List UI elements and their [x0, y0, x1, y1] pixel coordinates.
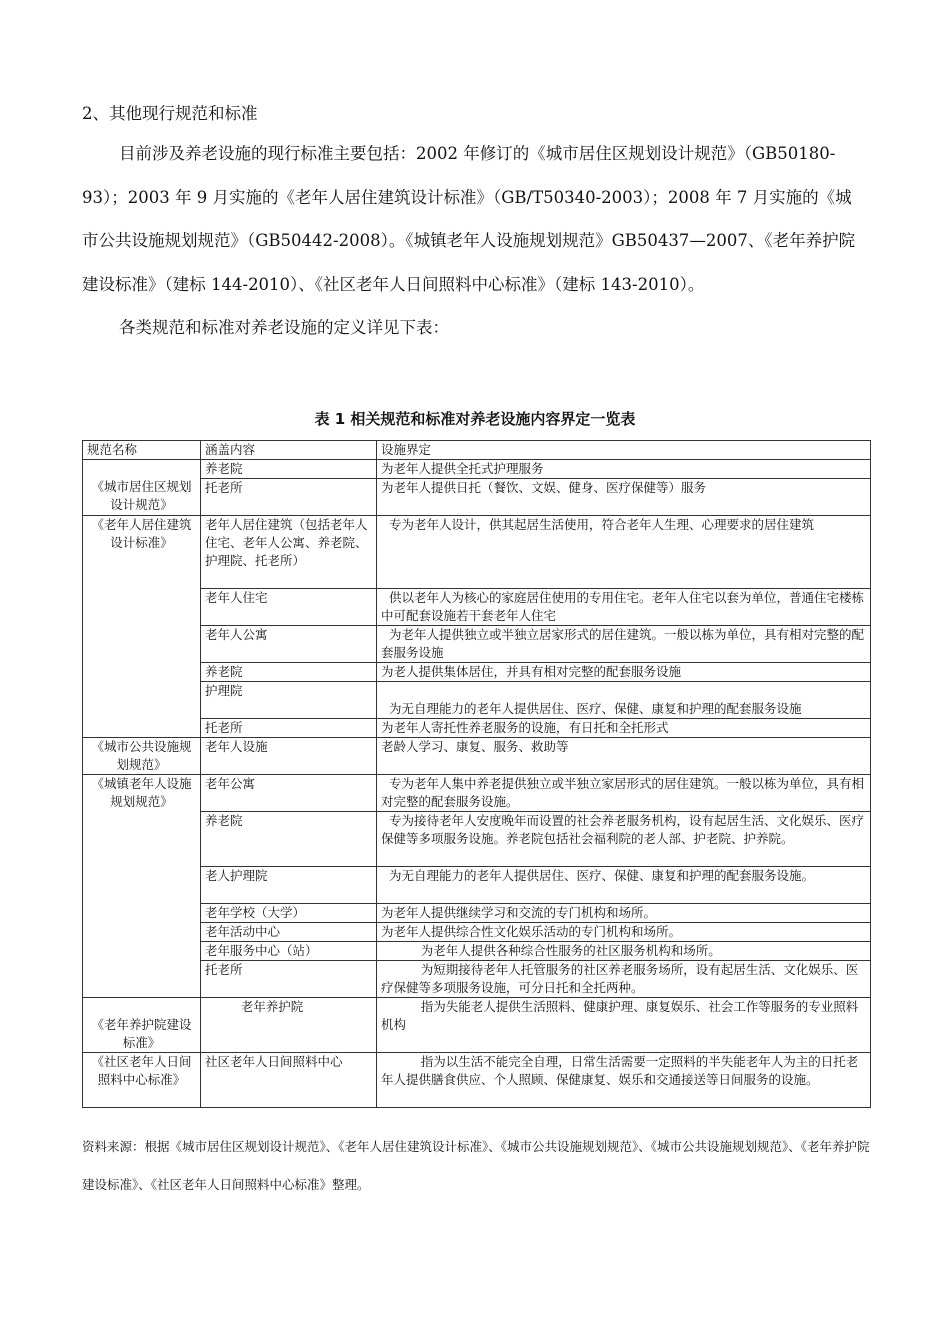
table-row — [83, 812, 871, 867]
definition-cell — [377, 867, 871, 904]
content-cell: 社区老年人日间照料中心 — [201, 1053, 377, 1108]
content-cell: 养老院 — [201, 663, 377, 682]
definition-cell: 老龄人学习、康复、服务、救助等 — [377, 738, 871, 775]
source-note: 资料来源：根据《城市居住区规划设计规范》、《老年人居住建筑设计标准》、《城市公共设施规划规范》、《城市公共设施规划规范》、《老年养护院建设标准》、《社区老年人日间照料中心标准》整理。 — [82, 1139, 870, 1192]
header-definition: 设施界定 — [377, 441, 871, 460]
standard-name-cell: 《老年人居住建筑设计标准》 — [83, 516, 201, 738]
content-cell: 老年人住宅 — [201, 589, 377, 626]
definition-cell — [377, 589, 871, 626]
header-standard-name: 规范名称 — [83, 441, 201, 460]
table-row — [83, 479, 871, 516]
definition-text: 专为接待老年人安度晚年而设置的社会养老服务机构，设有起居生活、文化娱乐、医疗保健等多项服务设施。养老院包括社会福利院的老人部、护老院、护养院。 — [381, 813, 864, 846]
definition-cell: 为老人提供集体居住，并具有相对完整的配套服务设施 — [377, 663, 871, 682]
definition-cell — [377, 961, 871, 998]
section-heading: 2、其他现行规范和标准 — [82, 104, 258, 123]
definition-cell — [377, 998, 871, 1053]
table-row — [83, 460, 871, 479]
table-row — [83, 516, 871, 589]
content-cell: 老年公寓 — [201, 775, 377, 812]
definition-cell — [377, 516, 871, 589]
content-cell: 老年人公寓 — [201, 626, 377, 663]
table-row — [83, 738, 871, 775]
definition-text: 供以老年人为核心的家庭居住使用的专用住宅。老年人住宅以套为单位，普通住宅楼栋中可配套设施若干套老年人住宅 — [381, 590, 864, 623]
definition-cell — [377, 942, 871, 961]
table-title: 表 1 相关规范和标准对养老设施内容界定一览表 — [314, 410, 636, 428]
definition-cell: 为老年人提供综合性文化娱乐活动的专门机构和场所。 — [377, 923, 871, 942]
table-row — [83, 904, 871, 923]
standard-name-cell: 《城市公共设施规划规范》 — [83, 738, 201, 775]
definition-text: 指为失能老人提供生活照料、健康护理、康复娱乐、社会工作等服务的专业照料机构 — [381, 999, 859, 1032]
content-cell: 养老院 — [201, 812, 377, 867]
content-cell — [201, 998, 377, 1053]
definition-text: 为无自理能力的老年人提供居住、医疗、保健、康复和护理的配套服务设施。 — [388, 868, 814, 883]
content-text: 老年养护院 — [240, 999, 304, 1014]
definition-cell: 为老年人提供全托式护理服务 — [377, 460, 871, 479]
table-row — [83, 589, 871, 626]
table-row — [83, 719, 871, 738]
table-row — [83, 775, 871, 812]
content-cell: 托老所 — [201, 719, 377, 738]
definition-cell: 为老年人寄托性养老服务的设施，有日托和全托形式 — [377, 719, 871, 738]
content-cell: 托老所 — [201, 479, 377, 516]
source-note-block — [82, 1128, 872, 1204]
standard-name-cell — [83, 460, 201, 516]
table-intro-paragraph: 各类规范和标准对养老设施的定义详见下表： — [119, 318, 449, 337]
content-cell: 老人护理院 — [201, 867, 377, 904]
content-cell: 老年人设施 — [201, 738, 377, 775]
standard-name: 《城市居住区规划设计规范》 — [91, 479, 192, 512]
content-cell: 老年活动中心 — [201, 923, 377, 942]
content-cell: 养老院 — [201, 460, 377, 479]
definition-text: 专为老年人集中养老提供独立或半独立家居形式的居住建筑。一般以栋为单位，具有相对完整的配套服务设施。 — [381, 776, 864, 809]
definition-cell: 为老年人提供日托（餐饮、文娱、健身、医疗保健等）服务 — [377, 479, 871, 516]
intro-paragraph-block — [82, 132, 862, 350]
definition-text: 专为老年人设计，供其起居生活使用，符合老年人生理、心理要求的居住建筑 — [388, 517, 814, 532]
table-row — [83, 923, 871, 942]
definition-cell — [377, 626, 871, 663]
table-row — [83, 942, 871, 961]
content-cell: 老年服务中心（站） — [201, 942, 377, 961]
table-row — [83, 1053, 871, 1108]
definition-text: 为短期接待老年人托管服务的社区养老服务场所，设有起居生活、文化娱乐、医疗保健等多项服务设施，可分日托和全托两种。 — [381, 962, 859, 995]
standard-name-cell — [83, 998, 201, 1053]
table-row — [83, 998, 871, 1053]
definition-text: 为老年人提供各种综合性服务的社区服务机构和场所。 — [420, 943, 721, 958]
definition-cell — [377, 775, 871, 812]
standards-paragraph: 目前涉及养老设施的现行标准主要包括：2002 年修订的《城市居住区规划设计规范》（GB50180-93）；2003 年 9 月实施的《老年人居住建筑设计标准》（GB/T50340-2003）；2008 年 7 月实施的《城市公共设施规划规范》（GB50442-2008）。《城镇老年人设施规划规范》GB50437—2007、《老年养护院建设标准》（建标 144-2010）、《社区老年人日间照料中心标准》（建标 143-2010）。 — [82, 144, 856, 294]
content-cell: 老年人居住建筑（包括老年人住宅、老年人公寓、养老院、护理院、托老所） — [201, 516, 377, 589]
table-row — [83, 961, 871, 998]
header-content: 涵盖内容 — [201, 441, 377, 460]
standard-name-cell: 《城镇老年人设施规划规范》 — [83, 775, 201, 998]
definition-text: 为老年人提供独立或半独立居家形式的居住建筑。一般以栋为单位，具有相对完整的配套服务设施 — [381, 627, 864, 660]
standard-name-cell: 《社区老年人日间照料中心标准》 — [83, 1053, 201, 1108]
content-cell: 护理院 — [201, 682, 377, 719]
table-row — [83, 663, 871, 682]
definition-cell: 为老年人提供继续学习和交流的专门机构和场所。 — [377, 904, 871, 923]
standard-name: 《老年养护院建设标准》 — [91, 1017, 192, 1050]
table-row — [83, 626, 871, 663]
definition-cell — [377, 1053, 871, 1108]
definition-text: 为无自理能力的老年人提供居住、医疗、保健、康复和护理的配套服务设施 — [388, 701, 802, 716]
definition-cell — [377, 812, 871, 867]
content-cell: 老年学校（大学） — [201, 904, 377, 923]
definition-text: 指为以生活不能完全自理，日常生活需要一定照料的半失能老年人为主的日托老年人提供膳食供应、个人照顾、保健康复、娱乐和交通接送等日间服务的设施。 — [381, 1054, 859, 1087]
content-cell: 托老所 — [201, 961, 377, 998]
standards-table — [82, 440, 871, 1108]
table-row — [83, 682, 871, 719]
table-row — [83, 867, 871, 904]
definition-cell — [377, 682, 871, 719]
table-header-row — [83, 441, 871, 460]
